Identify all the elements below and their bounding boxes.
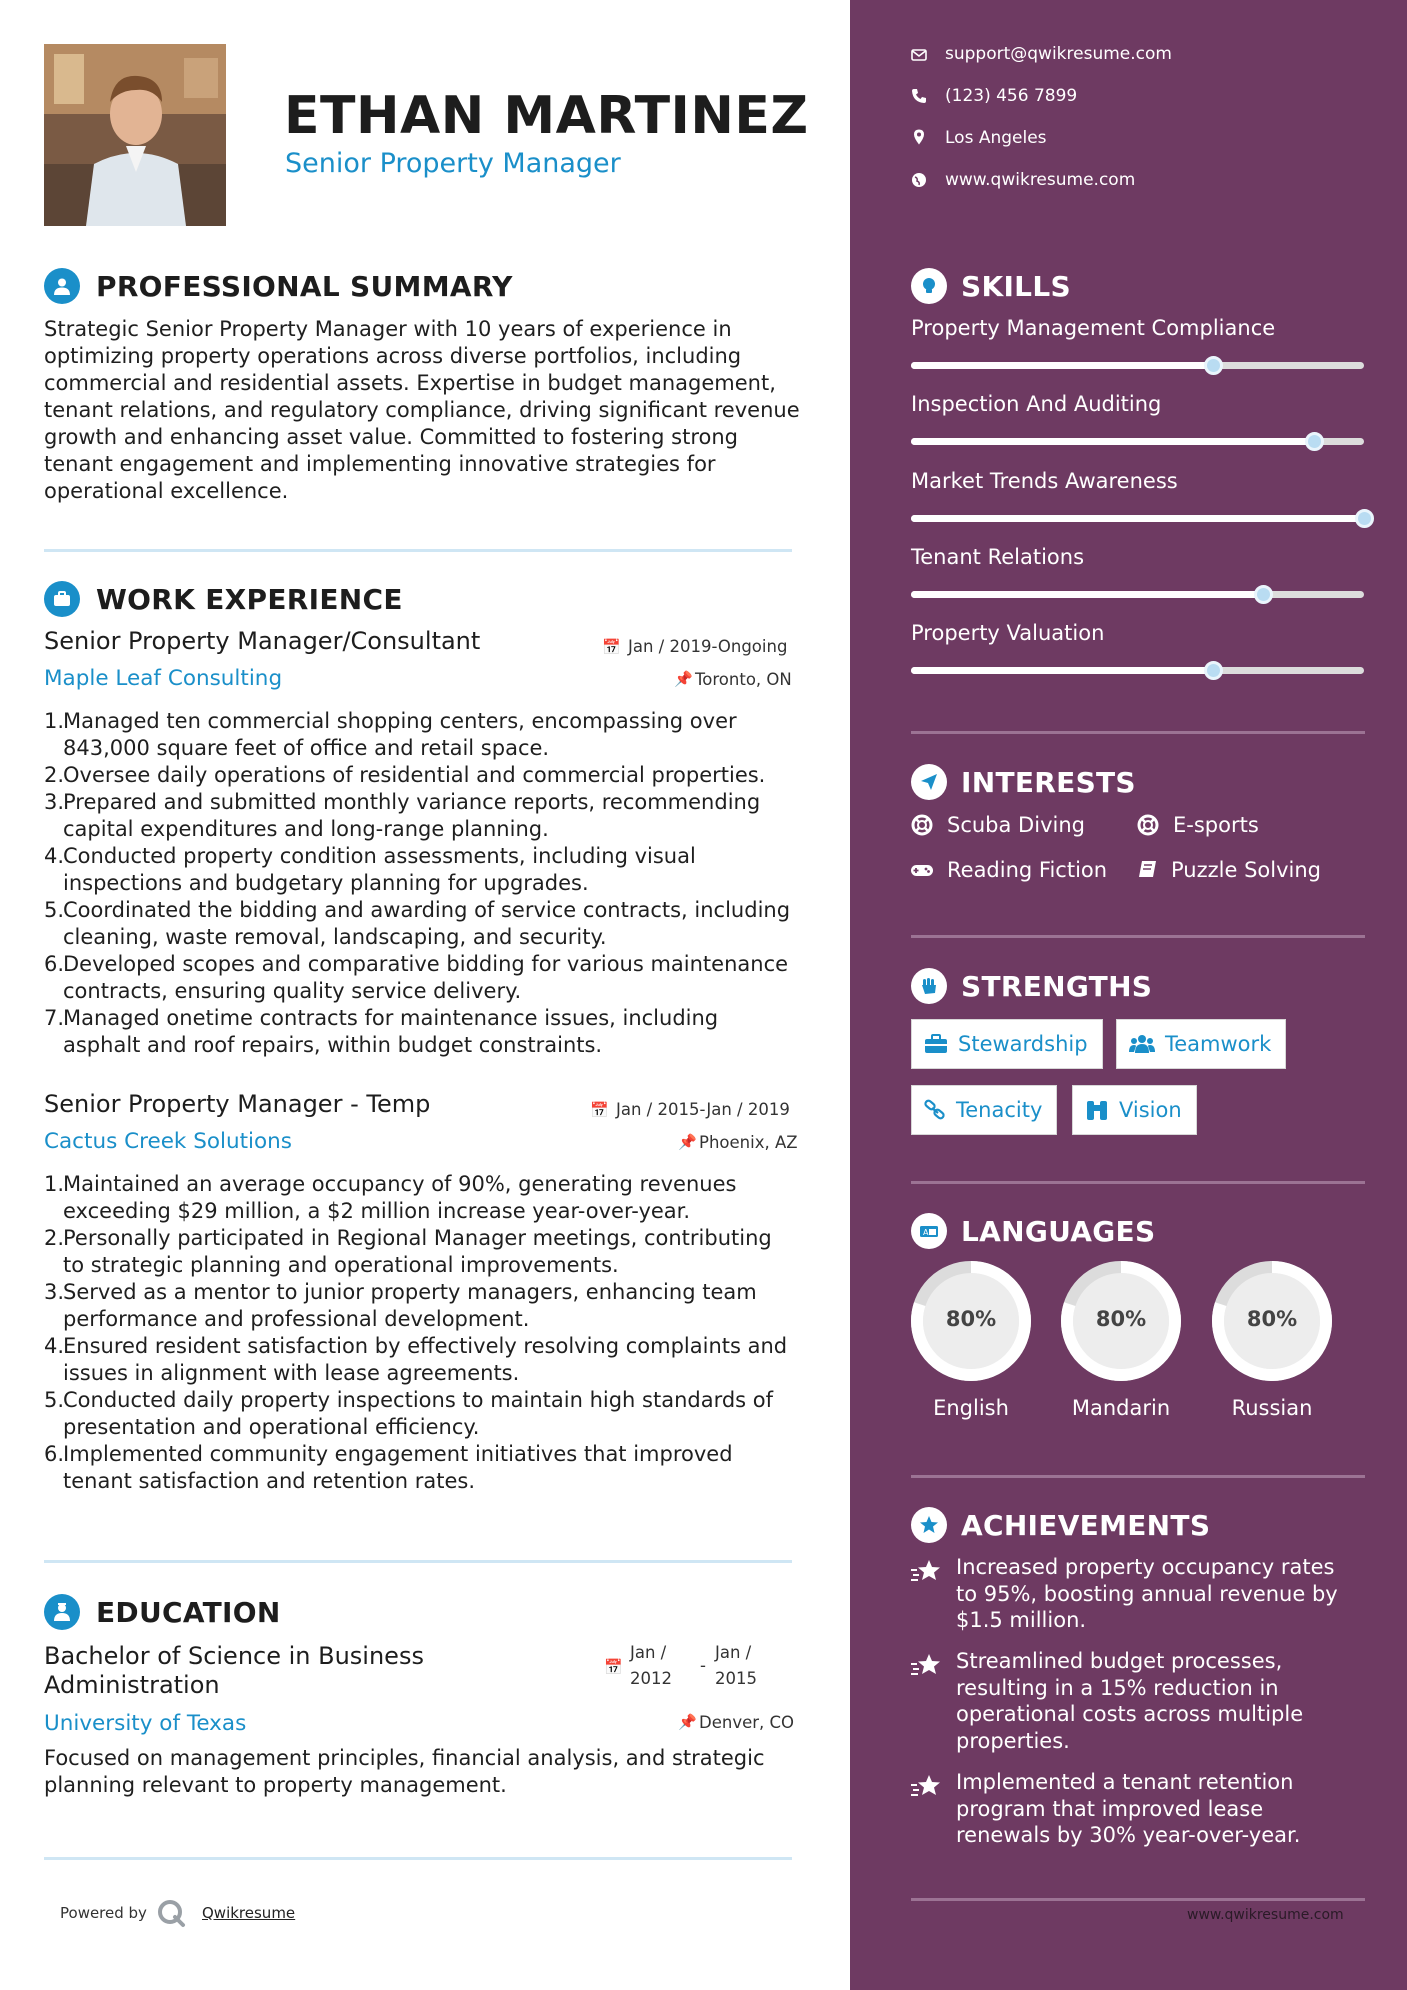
divider: [911, 1898, 1365, 1901]
map-marker-icon: [910, 128, 928, 146]
list-item: 7. Managed onetime contracts for maintenance issues, including asphalt and roof repairs, within budget constraints.: [44, 1006, 719, 1057]
briefcase-icon: [924, 1034, 948, 1054]
divider: [911, 731, 1365, 734]
skill-bar-fill: [911, 515, 1364, 522]
interest-item: Reading Fiction: [947, 858, 1108, 882]
skill-name: Inspection And Auditing: [911, 392, 1162, 416]
education-heading: EDUCATION: [96, 1596, 281, 1629]
skill-bar: [911, 515, 1364, 522]
skills-heading: SKILLS: [961, 270, 1071, 303]
job-location: Toronto, ON: [695, 670, 792, 689]
skill-bar: [911, 667, 1364, 674]
profile-photo: [44, 44, 226, 226]
divider: [44, 549, 792, 552]
strengths-heading: STRENGTHS: [961, 970, 1153, 1003]
briefcase-icon: [44, 581, 80, 617]
skill-bar-knob: [1204, 356, 1223, 375]
summary-heading: PROFESSIONAL SUMMARY: [96, 270, 513, 303]
divider: [44, 1560, 792, 1563]
star-icon: [910, 1558, 942, 1586]
list-item: 2. Personally participated in Regional Manager meetings, contributing to strategic planning and operational improvements.: [44, 1226, 772, 1277]
skill-name: Property Valuation: [911, 621, 1105, 645]
job-location: Phoenix, AZ: [699, 1133, 798, 1152]
skill-bar-fill: [911, 362, 1213, 369]
list-item: 1. Managed ten commercial shopping centers, encompassing over 843,000 square feet of office and retail space.: [44, 709, 737, 760]
user-icon: [44, 268, 80, 304]
skill-bar-fill: [911, 591, 1263, 598]
duty-list: [44, 708, 794, 1059]
company-name: Maple Leaf Consulting: [44, 666, 283, 691]
duty-list: [44, 1171, 794, 1495]
strength-chip: [911, 1085, 1057, 1135]
strength-chip: [1072, 1085, 1197, 1135]
skill-bar-knob: [1204, 661, 1223, 680]
list-item: 4. Conducted property condition assessments, including visual inspections and budgetary planning for upgrades.: [44, 844, 696, 895]
language-percent: 80%: [1095, 1307, 1147, 1331]
candidate-title: Senior Property Manager: [285, 148, 621, 179]
skill-bar-knob: [1355, 509, 1374, 528]
skill-bar: [911, 591, 1364, 598]
divider: [911, 935, 1365, 938]
strength-label: Stewardship: [958, 1032, 1088, 1056]
pin-icon: 📌: [674, 670, 693, 688]
degree-line-1: Bachelor of Science in Business: [44, 1642, 424, 1670]
list-item: 2. Oversee daily operations of residential and commercial properties.: [44, 763, 766, 787]
achievements-heading: ACHIEVEMENTS: [961, 1509, 1211, 1542]
strength-label: Teamwork: [1165, 1032, 1272, 1056]
lifebuoy-icon: [1136, 813, 1160, 837]
job-dates: Jan / 2019-Ongoing: [628, 637, 788, 656]
pin-icon: 📌: [678, 1713, 697, 1731]
calendar-icon: 📅: [602, 638, 621, 656]
envelope-icon: [910, 46, 928, 64]
skill-bar: [911, 438, 1364, 445]
strength-chip: [1116, 1019, 1286, 1069]
book-icon: [1136, 858, 1160, 882]
candidate-name: ETHAN MARTINEZ: [284, 86, 809, 146]
edu-date-dash: -: [700, 1656, 706, 1675]
language-percent: 80%: [945, 1307, 997, 1331]
interest-item: Puzzle Solving: [1171, 858, 1321, 882]
star-badge-icon: [911, 1507, 947, 1543]
link-icon: [924, 1099, 946, 1121]
edu-location: Denver, CO: [699, 1713, 795, 1732]
divider: [911, 1475, 1365, 1478]
list-item: 4. Ensured resident satisfaction by effectively resolving complaints and issues in alignment with lease agreements.: [44, 1334, 788, 1385]
phone-icon: [910, 87, 928, 105]
sidebar: [850, 0, 1407, 1990]
company-name: Cactus Creek Solutions: [44, 1129, 293, 1154]
paper-plane-icon: [911, 764, 947, 800]
skill-name: Property Management Compliance: [911, 316, 1276, 340]
job-title: Senior Property Manager - Temp: [44, 1090, 431, 1118]
languages-heading: LANGUAGES: [961, 1215, 1156, 1248]
qwikresume-link[interactable]: Qwikresume: [202, 1904, 296, 1922]
svg-text:A: A: [923, 1228, 929, 1237]
globe-icon: [910, 171, 928, 189]
skill-bar-fill: [911, 667, 1213, 674]
calendar-icon: 📅: [604, 1658, 623, 1676]
contact-website[interactable]: www.qwikresume.com: [945, 170, 1136, 190]
skill-bar-knob: [1254, 585, 1273, 604]
contact-email[interactable]: support@qwikresume.com: [945, 44, 1172, 64]
edu-start-year: 2012: [630, 1669, 672, 1688]
edu-start-month: Jan /: [630, 1643, 667, 1662]
language-icon: [911, 1213, 947, 1249]
strength-chip: [911, 1019, 1103, 1069]
star-icon: [910, 1652, 942, 1680]
skill-name: Tenant Relations: [911, 545, 1085, 569]
summary-text: Strategic Senior Property Manager with 10 years of experience in optimizing property operations across diverse portfolios, including commercial and residential assets. Expertise in budget management, tenant relations, and regulatory compliance, driving significant revenue growth and enhancing asset value. Committed to fostering strong tenant engagement and implementing innovative strategies for operational excellence.: [44, 317, 800, 503]
qwikresume-logo-icon: [156, 1898, 186, 1928]
graduation-icon: [44, 1594, 80, 1630]
interest-item: Scuba Diving: [947, 813, 1085, 837]
list-item: 3. Prepared and submitted monthly variance reports, recommending capital expenditures and long-range planning.: [44, 790, 761, 841]
school-name: University of Texas: [44, 1711, 247, 1736]
job-title: Senior Property Manager/Consultant: [44, 627, 481, 655]
lightbulb-icon: [911, 268, 947, 304]
edu-description: Focused on management principles, financial analysis, and strategic planning relevant to property management.: [44, 1746, 765, 1797]
edu-end-month: Jan /: [715, 1643, 752, 1662]
contact-phone: (123) 456 7899: [945, 86, 1078, 106]
star-icon: [910, 1773, 942, 1801]
powered-by-label: Powered by: [60, 1904, 147, 1922]
footer-url[interactable]: www.qwikresume.com: [1187, 1907, 1344, 1923]
experience-heading: WORK EXPERIENCE: [96, 583, 403, 616]
skill-name: Market Trends Awareness: [911, 469, 1178, 493]
list-item: 5. Coordinated the bidding and awarding of service contracts, including cleaning, waste removal, landscaping, and security.: [44, 898, 791, 949]
interest-item: E-sports: [1173, 813, 1259, 837]
achievement-item: Increased property occupancy rates to 95%, boosting annual revenue by $1.5 million.: [956, 1555, 1338, 1632]
binoculars-icon: [1085, 1099, 1109, 1121]
users-icon: [1129, 1034, 1155, 1054]
pin-icon: 📌: [678, 1133, 697, 1151]
skill-bar-fill: [911, 438, 1314, 445]
list-item: 5. Conducted daily property inspections to maintain high standards of presentation and operational efficiency.: [44, 1388, 774, 1439]
list-item: 6. Implemented community engagement initiatives that improved tenant satisfaction and retention rates.: [44, 1442, 733, 1493]
language-name: Mandarin: [1071, 1396, 1171, 1420]
degree-line-2: Administration: [44, 1671, 220, 1699]
strength-label: Tenacity: [956, 1098, 1043, 1122]
achievement-item: Implemented a tenant retention program that improved lease renewals by 30% year-over-year.: [956, 1770, 1301, 1847]
strength-label: Vision: [1119, 1098, 1182, 1122]
fist-icon: [911, 968, 947, 1004]
achievement-item: Streamlined budget processes, resulting in a 15% reduction in operational costs across multiple properties.: [956, 1649, 1304, 1753]
interests-heading: INTERESTS: [961, 766, 1136, 799]
edu-end-year: 2015: [715, 1669, 757, 1688]
list-item: 6. Developed scopes and comparative bidding for various maintenance contracts, ensuring quality service delivery.: [44, 952, 789, 1003]
gamepad-icon: [910, 858, 934, 882]
skill-bar: [911, 362, 1364, 369]
list-item: 1. Maintained an average occupancy of 90%, generating revenues exceeding $29 million, a $2 million increase year-over-year.: [44, 1172, 737, 1223]
lifebuoy-icon: [910, 813, 934, 837]
job-dates: Jan / 2015-Jan / 2019: [616, 1100, 790, 1119]
skill-bar-knob: [1305, 432, 1324, 451]
calendar-icon: 📅: [590, 1101, 609, 1119]
list-item: 3. Served as a mentor to junior property managers, enhancing team performance and professional development.: [44, 1280, 757, 1331]
divider: [44, 1857, 792, 1860]
language-percent: 80%: [1246, 1307, 1298, 1331]
language-name: English: [933, 1396, 1009, 1420]
language-name: Russian: [1231, 1396, 1313, 1420]
contact-location: Los Angeles: [945, 128, 1047, 148]
divider: [911, 1181, 1365, 1184]
